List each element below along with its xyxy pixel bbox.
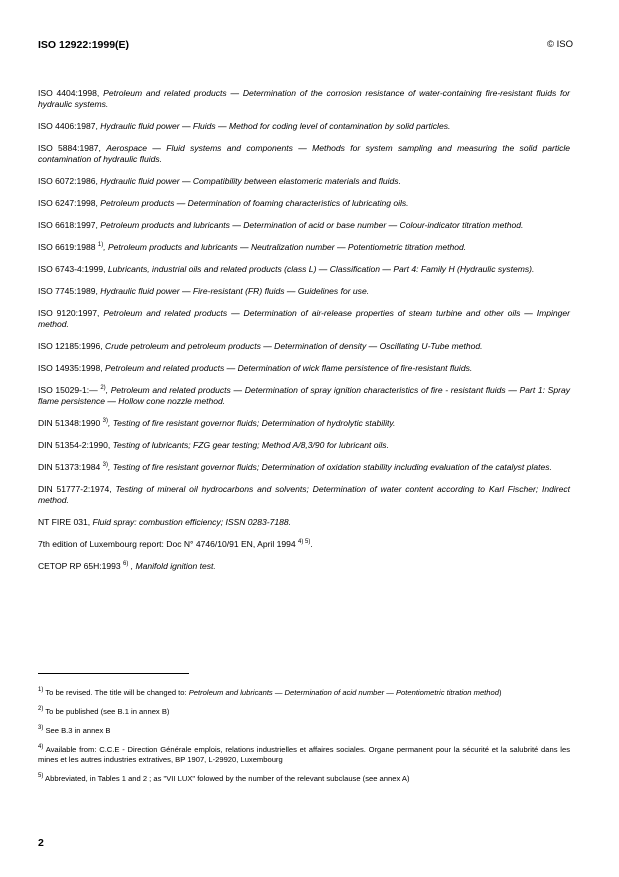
reference-title: Hydraulic fluid power — Fluids — Method for coding level of contamination by solid particles. [100,121,451,131]
reference-code: ISO 6619:1988 [38,242,96,252]
footnote-entry [38,726,570,736]
reference-entry [38,176,570,187]
footnote-marker: 4) 5) [297,539,311,545]
footnote-entry [38,707,570,717]
reference-entry [38,440,570,451]
reference-code: ISO 6072:1986, [38,176,98,186]
footnote-mark: 1) [38,687,44,693]
reference-entry [38,242,570,253]
reference-title: Crude petroleum and petroleum products — Determination of density — Oscillating U-Tube method. [105,341,483,351]
footnote-title: Petroleum and lubricants — Determination of acid number — Potentiometric titration method [188,688,499,697]
reference-title: , Petroleum and related products — Determination of spray ignition characteristics of fire - resistant fluids — Part 1: Spray flame persistence — Hollow cone nozzle method. [38,385,570,406]
reference-code: ISO 14935:1998, [38,363,103,373]
reference-code: ISO 4404:1998, [38,88,100,98]
reference-entry [38,418,570,429]
footnote-marker: 2) [100,385,106,391]
reference-entry [38,363,570,374]
document-id: ISO 12922:1999(E) [38,39,130,51]
reference-entry [38,286,570,297]
reference-title: , Testing of fire resistant governor fluids; Determination of oxidation stability including evaluation of the catalyst plates. [107,462,552,472]
reference-code: ISO 5884:1987, [38,143,101,153]
reference-title: Aerospace — Fluid systems and components — Methods for system sampling and measuring the solid particle contamination of hydraulic fluids. [38,143,571,164]
reference-code: DIN 51777-2:1974, [38,484,112,494]
reference-title: Petroleum products and lubricants — Determination of acid or base number — Colour-indicator titration method. [100,220,524,230]
footnote-mark: 5) [38,773,44,779]
footnote-list [38,688,570,784]
reference-entry [38,539,570,550]
reference-suffix: . [310,539,313,549]
reference-title: Hydraulic fluid power — Fire-resistant (FR) fluids — Guidelines for use. [100,286,370,296]
reference-code: ISO 4406:1987, [38,121,98,131]
footnote-marker: 3) [102,462,108,468]
footnote-text: To be published (see B.1 in annex B) [45,707,170,716]
reference-entry [38,220,570,231]
reference-title: Hydraulic fluid power — Compatibility between elastomeric materials and fluids. [100,176,401,186]
reference-list [38,88,570,572]
reference-entry [38,462,570,473]
reference-code: NT FIRE 031, [38,517,91,527]
footnote-mark: 3) [38,725,44,731]
reference-title: Testing of lubricants; FZG gear testing; Method A/8,3/90 for lubricant oils. [112,440,389,450]
reference-code: ISO 6247:1998, [38,198,98,208]
reference-title: Petroleum and related products — Determination of the corrosion resistance of water-containing fire-resistant fluids for hydraulic systems. [38,88,571,109]
reference-code: ISO 12185:1996, [38,341,103,351]
reference-entry [38,264,570,275]
reference-code: CETOP RP 65H:1993 [38,561,121,571]
footnote-entry [38,745,570,765]
reference-entry [38,143,570,165]
footnote-entry [38,774,570,784]
reference-entry [38,561,570,572]
reference-title: Fluid spray: combustion efficiency; ISSN 0283-7188. [92,517,292,527]
reference-entry [38,341,570,352]
reference-entry [38,121,570,132]
reference-title: Petroleum and related products — Determination of wick flame persistence of fire-resistant fluids. [105,363,473,373]
reference-entry [38,308,570,330]
footnote-mark: 4) [38,744,44,750]
reference-title: Lubricants, industrial oils and related products (class L) — Classification — Part 4: Family H (Hydraulic systems). [107,264,535,274]
reference-code: DIN 51373:1984 [38,462,101,472]
reference-code: ISO 6743-4:1999, [38,264,106,274]
reference-title: , Testing of fire resistant governor fluids; Determination of hydrolytic stability. [107,418,396,428]
footnote-marker: 1) [97,242,104,248]
reference-code: ISO 15029-1:— [38,385,98,395]
reference-entry [38,484,570,506]
footnote-suffix: ) [498,688,502,697]
reference-entry [38,385,570,407]
reference-code: DIN 51354-2:1990, [38,440,111,450]
footnote-text: Available from: C.C.E - Direction Générale emplois, relations industrielles et affaires sociales. Organe permanent pour la sécurité et la salubrité dans les mines et les autres industries extratives, BP 1907, L-29920, Luxembourg [38,745,570,764]
footnote-entry [38,688,570,698]
footnote-mark: 2) [38,706,44,712]
page-number: 2 [38,837,44,849]
footnote-text: To be revised. The title will be changed to: [45,688,187,697]
reference-code: DIN 51348:1990 [38,418,101,428]
reference-entry [38,517,570,528]
reference-entry [38,88,570,110]
footnote-marker: 3) [102,418,108,424]
reference-code: ISO 7745:1989, [38,286,98,296]
reference-code: 7th edition of Luxembourg report: Doc N° 4746/10/91 EN, April 1994 [38,539,296,549]
footnote-text: Abbreviated, in Tables 1 and 2 ; as "VII LUX" folowed by the number of the relevant subclause (see annex A) [45,774,410,783]
reference-entry [38,198,570,209]
footnote-text: See B.3 in annex B [45,726,111,735]
reference-code: ISO 9120:1997, [38,308,100,318]
reference-title: Testing of mineral oil hydrocarbons and solvents; Determination of water content according to Karl Fischer; Indirect method. [38,484,571,505]
reference-title: , Petroleum products and lubricants — Neutralization number — Potentiometric titration method. [103,242,467,252]
reference-title: Petroleum and related products — Determination of air-release properties of steam turbine and other oils — Impinger method. [38,308,571,329]
reference-title: Petroleum products — Determination of foaming characteristics of lubricating oils. [100,198,409,208]
reference-code: ISO 6618:1997, [38,220,98,230]
copyright-notice: © ISO [546,39,573,50]
reference-title: , Manifold ignition test. [128,561,216,571]
footnote-separator [38,673,189,674]
footnote-marker: 6) [123,561,129,567]
